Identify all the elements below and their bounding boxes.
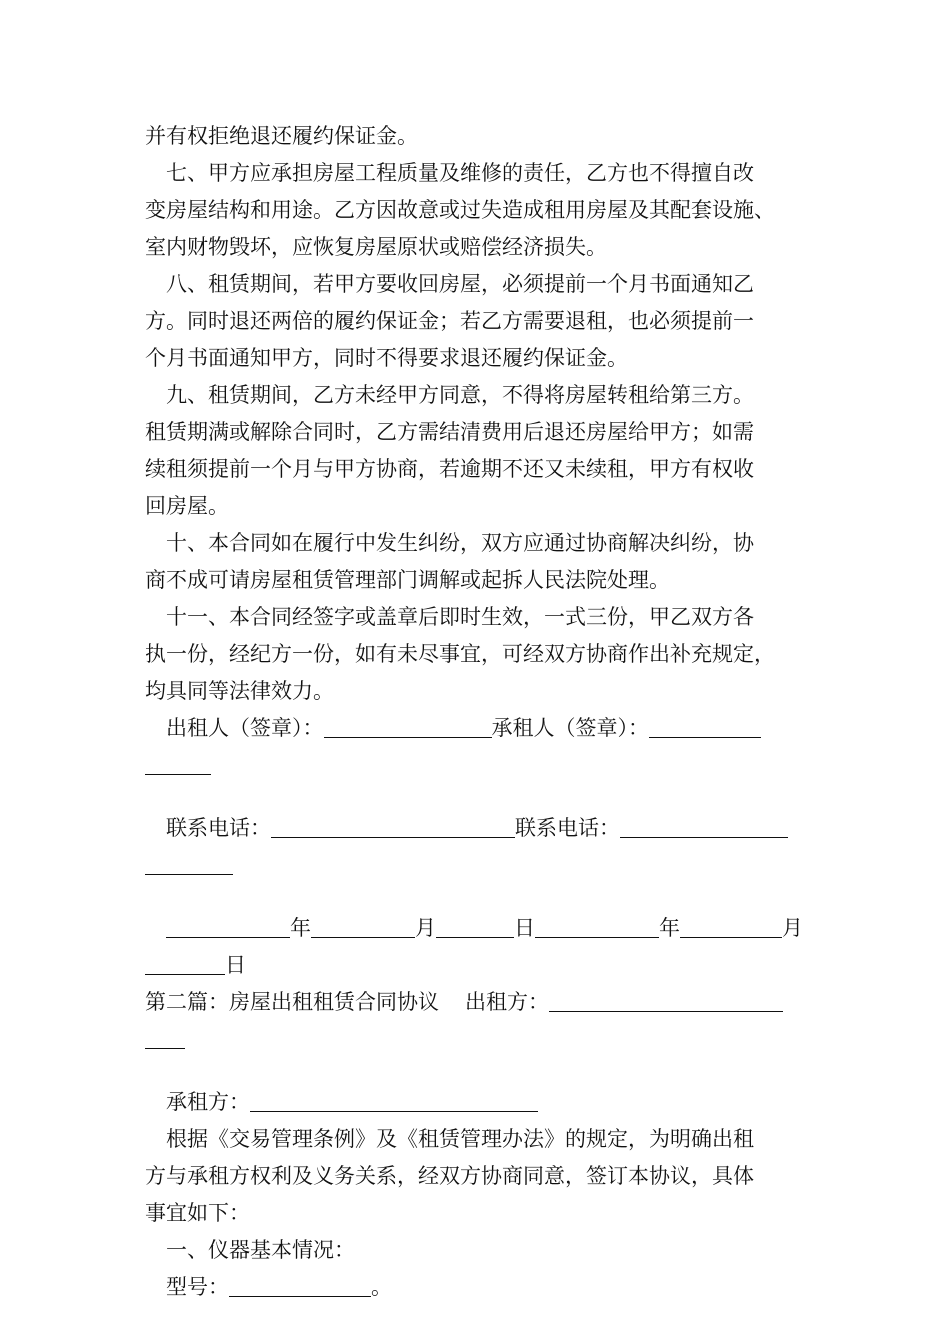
document-page	[145, 118, 810, 1306]
spacer	[145, 784, 810, 810]
phone-line	[145, 810, 810, 847]
clause-7-line-1: 七、甲方应承担房屋工程质量及维修的责任，乙方也不得擅自改	[166, 161, 754, 185]
date-line: 年 月 日 年 月	[145, 910, 810, 947]
lessee-signature-blank-continued[interactable]	[145, 752, 211, 775]
lessee-year-blank[interactable]	[535, 915, 659, 938]
clause-11-line-2: 执一份，经纪方一份，如有未尽事宜，可经双方协商作出补充规定，	[145, 642, 775, 666]
lessee-phone-blank[interactable]	[620, 815, 788, 838]
lessee-month-blank[interactable]	[680, 915, 782, 938]
lessor-phone-blank[interactable]	[271, 815, 515, 838]
spacer	[145, 884, 810, 910]
model-blank[interactable]	[229, 1274, 371, 1297]
clause-8-line-2: 方。同时退还两倍的履约保证金；若乙方需要退租，也必须提前一	[145, 309, 754, 333]
signature-line-continued	[145, 747, 810, 784]
clause-11-line-1: 十一、本合同经签字或盖章后即时生效，一式三份，甲乙双方各	[166, 605, 754, 629]
clause-9-line-4: 回房屋。	[145, 494, 229, 518]
second-contract-heading-line	[145, 984, 810, 1021]
lessor-phone-label: 联系电话：	[166, 816, 271, 840]
lessor-year-blank[interactable]	[166, 915, 290, 938]
intro-line-3: 事宜如下：	[145, 1201, 250, 1225]
clause-8-line-3: 个月书面通知甲方，同时不得要求退还履约保证金。	[145, 346, 628, 370]
clause-9-line-3: 续租须提前一个月与甲方协商，若逾期不还又未续租，甲方有权收	[145, 457, 754, 481]
clause-10-line-2: 商不成可请房屋租赁管理部门调解或起拆人民法院处理。	[145, 568, 670, 592]
intro-line-2: 方与承租方权利及义务关系，经双方协商同意，签订本协议，具体	[145, 1164, 754, 1188]
second-lessee-label: 承租方：	[166, 1090, 250, 1114]
section-1-heading: 一、仪器基本情况：	[166, 1238, 355, 1262]
second-lessee-blank[interactable]	[250, 1089, 538, 1112]
lessor-day-blank[interactable]	[436, 915, 514, 938]
lessee-phone-blank-continued[interactable]	[145, 852, 233, 875]
clause-9-line-1: 九、租赁期间，乙方未经甲方同意，不得将房屋转租给第三方。	[166, 383, 754, 407]
clause-7-line-2: 变房屋结构和用途。乙方因故意或过失造成租用房屋及其配套设施、	[145, 198, 775, 222]
paragraph-continuation: 并有权拒绝退还履约保证金。	[145, 124, 418, 148]
second-lessor-label: 出租方：	[465, 990, 549, 1014]
clause-7-line-3: 室内财物毁坏，应恢复房屋原状或赔偿经济损失。	[145, 235, 607, 259]
clause-11-line-3: 均具同等法律效力。	[145, 679, 334, 703]
second-lessor-blank[interactable]	[549, 989, 783, 1012]
second-lessee-line	[145, 1084, 810, 1121]
model-label: 型号：	[166, 1275, 229, 1299]
clause-8-line-1: 八、租赁期间，若甲方要收回房屋，必须提前一个月书面通知乙	[166, 272, 754, 296]
lessee-signature-label: 承租人（签章）：	[491, 716, 649, 740]
clause-10-line-1: 十、本合同如在履行中发生纠纷，双方应通过协商解决纠纷，协	[166, 531, 754, 555]
model-line: 型号： 。	[166, 1275, 392, 1299]
second-contract-heading: 第二篇：房屋出租租赁合同协议	[145, 990, 439, 1014]
lessee-signature-blank[interactable]	[649, 715, 761, 738]
clause-9-line-2: 租赁期满或解除合同时，乙方需结清费用后退还房屋给甲方；如需	[145, 420, 754, 444]
second-lessor-continued	[145, 1021, 810, 1058]
lessor-signature-blank[interactable]	[324, 715, 492, 738]
phone-line-continued	[145, 847, 810, 884]
lessor-month-blank[interactable]	[311, 915, 415, 938]
lessee-day-blank[interactable]	[145, 952, 225, 975]
lessee-phone-label: 联系电话：	[515, 816, 620, 840]
spacer	[145, 1058, 810, 1084]
lessor-signature-label: 出租人（签章）：	[166, 716, 324, 740]
intro-line-1: 根据《交易管理条例》及《租赁管理办法》的规定，为明确出租	[166, 1127, 754, 1151]
second-lessor-blank-continued[interactable]	[145, 1026, 185, 1049]
signature-line	[145, 710, 810, 747]
date-line-continued: 日	[145, 947, 810, 984]
